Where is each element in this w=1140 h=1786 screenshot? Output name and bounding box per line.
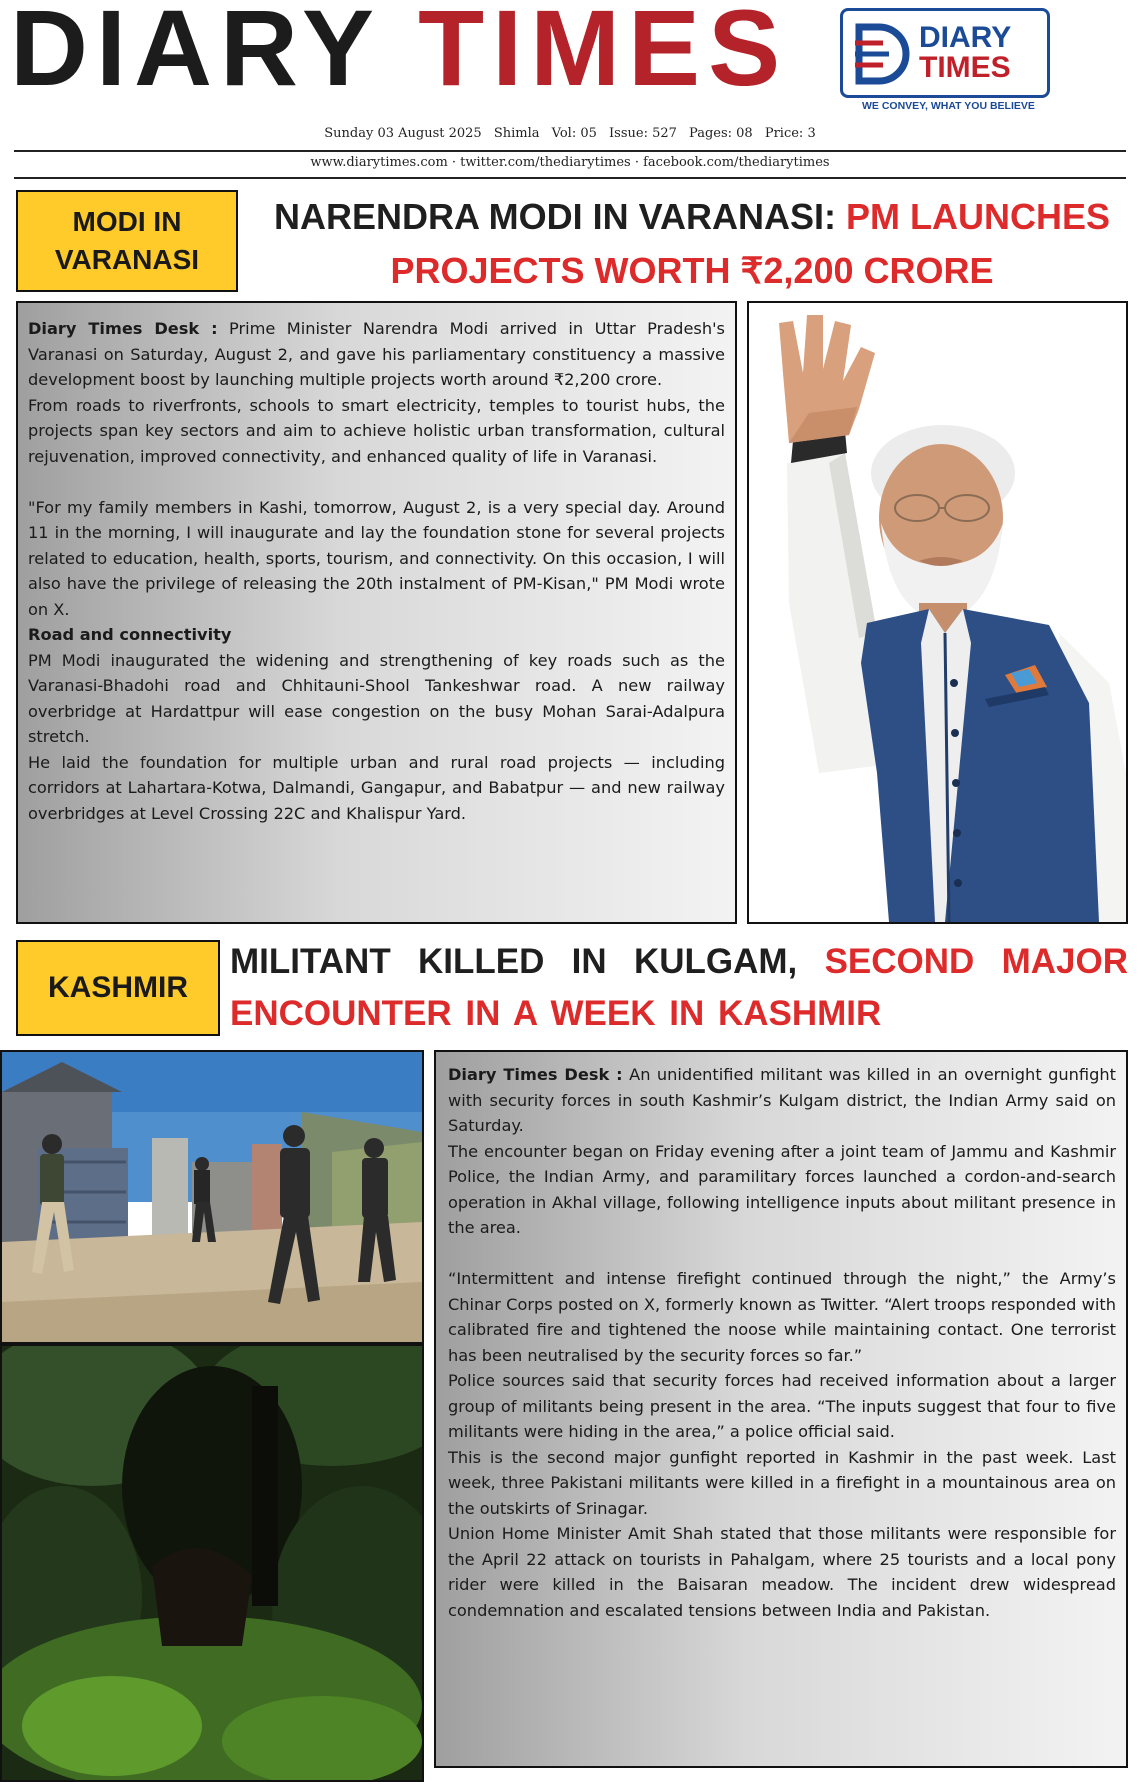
title-word-times: TIMES: [418, 0, 789, 108]
byline: Diary Times Desk :: [28, 319, 218, 338]
issue-pages: Pages: 08: [689, 126, 753, 141]
subhead-text: Road and connectivity: [28, 625, 232, 644]
story2-body: [434, 1050, 1128, 1768]
newspaper-logo: [840, 8, 1054, 112]
story1-photo: [747, 301, 1128, 924]
story2-paragraph: Union Home Minister Amit Shah stated that those militants were responsible for the April 22 attack on tourists in Pahalgam, where 25 tourists and a local pony rider were killed in the Baisaran meadow. The incident drew widespread condemnation and escalated tensions between India and Pakistan.: [448, 1524, 1116, 1620]
story1-subhead: [28, 622, 725, 648]
section-tag-modi: [16, 190, 238, 292]
story2-paragraph: Police sources said that security forces had received information about a larger group of militants being present in the area. “The inputs suggest that four to five militants were hiding in the area,” a police official said.: [448, 1371, 1116, 1441]
logo-tagline: WE CONVEY, WHAT YOU BELIEVE: [862, 100, 1035, 112]
logo-word-times: TIMES: [919, 51, 1011, 84]
story1-body: [16, 301, 737, 924]
logo-wordmark: [919, 23, 1011, 83]
security-forces-photo: [2, 1052, 422, 1342]
story1-paragraph: PM Modi inaugurated the widening and strengthening of key roads such as the Varanasi-Bhadohi road and Chhitauni-Shool Tankeshwar road. A new railway overbridge at Hardattpur will ease congestion on the busy Mohan Sarai-Adalpura stretch.: [28, 650, 725, 746]
headline-dark-part: MILITANT KILLED IN KULGAM,: [230, 942, 798, 981]
paragraph-text: Prime Minister Narendra Modi arrived in Uttar Pradesh's Varanasi on Saturday, August 2, and gave his parliamentary constituency a massive development boost by launching multiple projects worth around ₹2,200 crore.: [28, 319, 725, 389]
story2-paragraph: The encounter began on Friday evening after a joint team of Jammu and Kashmir Police, the Indian Army, and paramilitary forces launched a cordon-and-search operation in Akhal village, following intelligence inputs about militant presence in the area.: [448, 1141, 1116, 1237]
issue-info-line: [0, 126, 1140, 141]
title-word-diary: DIARY: [10, 0, 381, 108]
issue-volume: Vol: 05: [551, 126, 597, 141]
issue-price: Price: 3: [764, 126, 816, 141]
headline-red-part: PM LAUNCHES PROJECTS WORTH ₹2,200 CRORE: [390, 196, 1111, 291]
story2-photo-top: [0, 1050, 424, 1344]
section-tag-kashmir: [16, 940, 220, 1036]
story1-headline: [252, 190, 1132, 298]
story1-paragraph: "For my family members in Kashi, tomorrow, August 2, is a very special day. Around 11 in the morning, I will inaugurate and lay the foundation stone for several projects related to education, health, sports, tourism, and connectivity. On this occasion, I will also have the privilege of releasing the 20th instalment of PM-Kisan," PM Modi wrote on X.: [28, 497, 725, 619]
headline-dark-part: NARENDRA MODI IN VARANASI:: [273, 196, 836, 237]
issue-number: Issue: 527: [609, 126, 677, 141]
forest-cover-photo: [2, 1346, 422, 1780]
masthead: [0, 0, 1140, 125]
story2-headline: [230, 936, 1128, 1040]
story2-paragraph: “Intermittent and intense firefight continued through the night,” the Army’s Chinar Corps posted on X, formerly known as Twitter. “Alert troops responded with calibrated fire and tightened the noose while maintaining contact. One terrorist has been neutralised by the security forces so far.”: [448, 1269, 1116, 1365]
waving-leader-photo: [749, 303, 1126, 922]
story2-photo-bottom: [0, 1344, 424, 1782]
logo-d-icon: [853, 23, 911, 85]
newspaper-title: [10, 0, 789, 108]
story2-paragraph: This is the second major gunfight reported in Kashmir in the past week. Last week, three Pakistani militants were killed in a firefight in a mountainous area on the outskirts of Srinagar.: [448, 1447, 1116, 1518]
divider-rule: [14, 177, 1126, 179]
logo-word-diary: DIARY: [919, 21, 1012, 54]
logo-frame: [840, 8, 1050, 98]
issue-date: Sunday 03 August 2025: [324, 126, 482, 141]
story2-paragraph: [448, 1062, 1116, 1139]
section-tag-label: MODI IN VARANASI: [54, 206, 200, 275]
headline-red-part: SECOND MAJOR ENCOUNTER IN A WEEK IN KASHMIR: [230, 942, 1128, 1033]
web-links[interactable]: www.diarytimes.com · twitter.com/thediarytimes · facebook.com/thediarytimes: [310, 155, 830, 170]
paragraph-text: An unidentified militant was killed in an overnight gunfight with security forces in south Kashmir’s Kulgam district, the Indian Army said on Saturday.: [448, 1065, 1116, 1135]
issue-place: Shimla: [493, 126, 540, 141]
story1-paragraph: From roads to riverfronts, schools to smart electricity, temples to tourist hubs, the projects span key sectors and aim to achieve holistic urban transformation, cultural rejuvenation, improved connectivity, and enhanced quality of life in Varanasi.: [28, 395, 725, 466]
divider-rule: [14, 150, 1126, 152]
byline: Diary Times Desk :: [448, 1065, 623, 1084]
story1-paragraph: [28, 316, 725, 393]
story1-paragraph: He laid the foundation for multiple urban and rural road projects — including corridors at Lahartara-Kotwa, Dalmandi, Gangapur, and Babatpur — and new railway overbridges at Level Crossing 22C and Khalispur Yard.: [28, 752, 725, 823]
section-tag-label: KASHMIR: [48, 970, 188, 1004]
